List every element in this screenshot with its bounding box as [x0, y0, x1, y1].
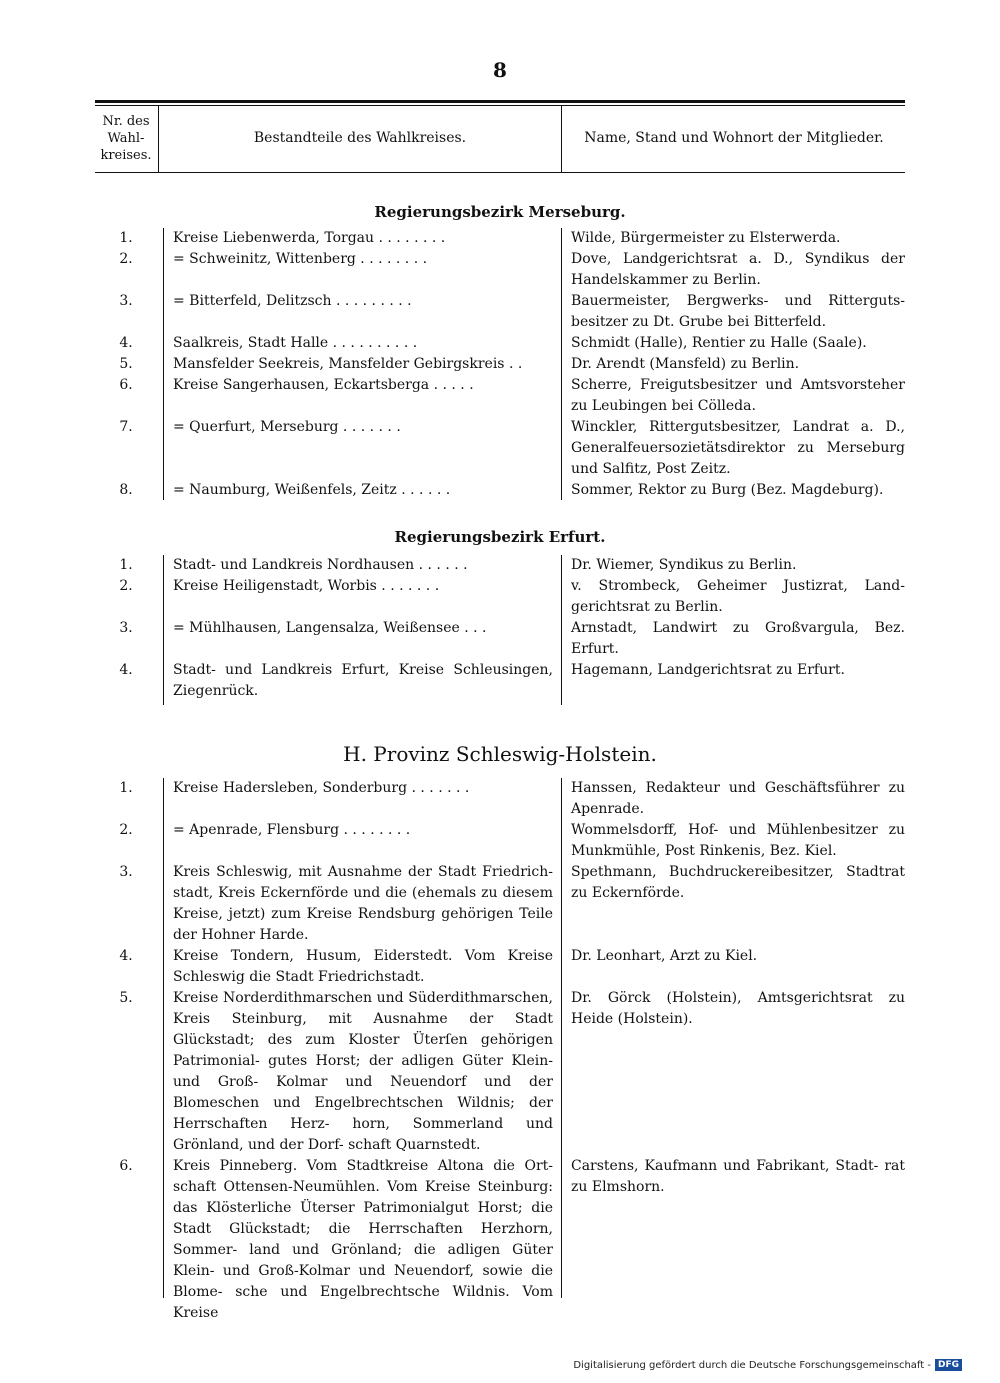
row-parts: Kreise Liebenwerda, Torgau . . . . . . . .: [173, 230, 446, 246]
row-number: 6.: [119, 377, 133, 393]
column-divider: [163, 228, 164, 500]
footer: [573, 1359, 962, 1371]
row-member: Bauermeister, Bergwerks- und Ritterguts- besitzer zu Dt. Grube bei Bitterfeld.: [571, 293, 905, 330]
row-parts: = Apenrade, Flensburg . . . . . . . .: [173, 822, 411, 838]
row-member: Wilde, Bürgermeister zu Elsterwerda.: [571, 230, 841, 246]
row-member: Sommer, Rektor zu Burg (Bez. Magdeburg).: [571, 482, 884, 498]
row-member: Hanssen, Redakteur und Geschäftsführer zu Apenrade.: [571, 780, 905, 817]
row-parts: Kreise Tondern, Husum, Eiderstedt. Vom Kreise Schleswig die Stadt Friedrichstadt.: [173, 948, 553, 985]
column-divider: [561, 228, 562, 500]
row-parts: = Bitterfeld, Delitzsch . . . . . . . . .: [173, 293, 412, 309]
row-number: 2.: [119, 251, 133, 267]
row-number: 1.: [119, 557, 133, 573]
row-parts: Stadt- und Landkreis Erfurt, Kreise Schleusingen, Ziegenrück.: [173, 662, 553, 699]
row-member: Winckler, Rittergutsbesitzer, Landrat a. D., Generalfeuersozietätsdirektor zu Merseburg und Salfitz, Post Zeitz.: [571, 419, 905, 477]
row-parts: Kreise Hadersleben, Sonderburg . . . . . . .: [173, 780, 470, 796]
row-number: 2.: [119, 578, 133, 594]
row-parts: = Schweinitz, Wittenberg . . . . . . . .: [173, 251, 428, 267]
row-parts: Kreise Norderdithmarschen und Süderdithmarschen, Kreis Steinburg, mit Ausnahme der Stadt Glückstadt; des zum Kloster Üterſen gehörigen Patrimonial- gutes Horst; der adligen Güter Klein- und Groß- Kolmar und Neuendorf und der Blomeschen und Engelbrechtschen Wildnis; der Herrschaften Herz- horn, Sommerland und Grönland, und der Dorf- schaft Quarnstedt.: [173, 990, 553, 1153]
row-member: Carstens, Kaufmann und Fabrikant, Stadt- rat zu Elmshorn.: [571, 1158, 905, 1195]
row-parts: Stadt- und Landkreis Nordhausen . . . . . .: [173, 557, 468, 573]
header-col-parts: Bestandteile des Wahlkreises.: [253, 130, 467, 146]
row-number: 5.: [119, 356, 133, 372]
header-divider: [158, 106, 159, 172]
row-number: 2.: [119, 822, 133, 838]
header-col-members: Name, Stand und Wohnort der Mitglieder.: [584, 130, 884, 146]
row-member: Dr. Leonhart, Arzt zu Kiel.: [571, 948, 758, 964]
header-divider: [561, 106, 562, 172]
row-member: Dove, Landgerichtsrat a. D., Syndikus der Handelskammer zu Berlin.: [571, 251, 905, 288]
row-parts: Kreise Heiligenstadt, Worbis . . . . . . .: [173, 578, 440, 594]
row-number: 1.: [119, 230, 133, 246]
row-parts: Kreis Schleswig, mit Ausnahme der Stadt Friedrich- stadt, Kreis Eckernförde und die (ehemals zu diesem Kreise, jetzt) zum Kreise Rendsburg gehörigen Teile der Hohner Harde.: [173, 864, 553, 943]
row-number: 3.: [119, 293, 133, 309]
row-number: 5.: [119, 990, 133, 1006]
row-number: 3.: [119, 620, 133, 636]
page-number: 8: [493, 58, 507, 82]
row-number: 7.: [119, 419, 133, 435]
row-member: Scherre, Freigutsbesitzer und Amtsvorsteher zu Leubingen bei Cölleda.: [571, 377, 905, 414]
header-top-rule: [95, 100, 905, 103]
header-bottom-rule: [95, 172, 905, 173]
row-parts: Saalkreis, Stadt Halle . . . . . . . . . .: [173, 335, 418, 351]
row-member: Dr. Arendt (Mansfeld) zu Berlin.: [571, 356, 800, 372]
row-parts: Kreise Sangerhausen, Eckartsberga . . . . .: [173, 377, 474, 393]
row-parts: = Mühlhausen, Langensalza, Weißensee . . .: [173, 620, 487, 636]
row-member: v. Strombeck, Geheimer Justizrat, Land- gerichtsrat zu Berlin.: [571, 578, 905, 615]
row-member: Dr. Wiemer, Syndikus zu Berlin.: [571, 557, 797, 573]
column-divider: [163, 555, 164, 705]
row-member: Spethmann, Buchdruckereibesitzer, Stadtrat zu Eckernförde.: [571, 864, 905, 901]
row-member: Dr. Görck (Holstein), Amtsgerichtsrat zu Heide (Holstein).: [571, 990, 905, 1027]
row-parts: Mansfelder Seekreis, Mansfelder Gebirgskreis . .: [173, 356, 523, 372]
header-col-nr: Nr. des Wahl- kreises.: [100, 113, 152, 163]
section-title-merseburg: Regierungsbezirk Merseburg.: [374, 203, 626, 221]
column-divider: [163, 778, 164, 1298]
row-number: 4.: [119, 662, 133, 678]
row-parts: = Querfurt, Merseburg . . . . . . .: [173, 419, 401, 435]
row-member: Wommelsdorff, Hof- und Mühlenbesitzer zu Munkmühle, Post Rinkenis, Bez. Kiel.: [571, 822, 905, 859]
footer-text: Digitalisierung gefördert durch die Deutsche Forschungsgemeinschaft -: [573, 1359, 931, 1371]
row-number: 4.: [119, 948, 133, 964]
row-member: Arnstadt, Landwirt zu Großvargula, Bez. Erfurt.: [571, 620, 905, 657]
row-parts: Kreis Pinneberg. Vom Stadtkreise Altona die Ort- schaft Ottensen-Neumühlen. Vom Kreise Steinburg: das Klösterliche Üterser Patrimonialgut Horst; die Stadt Glückstadt; die Herrschaften Herzhorn, Sommer- land und Grönland; die adligen Güter Klein- und Groß-Kolmar und Neuendorf, sowie die Blome- sche und Engelbrechtsche Wildnis. Vom Kreise: [173, 1158, 553, 1321]
column-divider: [561, 555, 562, 705]
row-parts: = Naumburg, Weißenfels, Zeitz . . . . . .: [173, 482, 451, 498]
row-number: 6.: [119, 1158, 133, 1174]
row-number: 1.: [119, 780, 133, 796]
section-title-erfurt: Regierungsbezirk Erfurt.: [394, 528, 606, 546]
row-member: Schmidt (Halle), Rentier zu Halle (Saale).: [571, 335, 867, 351]
dfg-logo: DFG: [935, 1359, 962, 1371]
row-member: Hagemann, Landgerichtsrat zu Erfurt.: [571, 662, 845, 678]
province-title: H. Provinz Schleswig-Holstein.: [343, 742, 657, 766]
column-divider: [561, 778, 562, 1298]
row-number: 4.: [119, 335, 133, 351]
row-number: 3.: [119, 864, 133, 880]
row-number: 8.: [119, 482, 133, 498]
